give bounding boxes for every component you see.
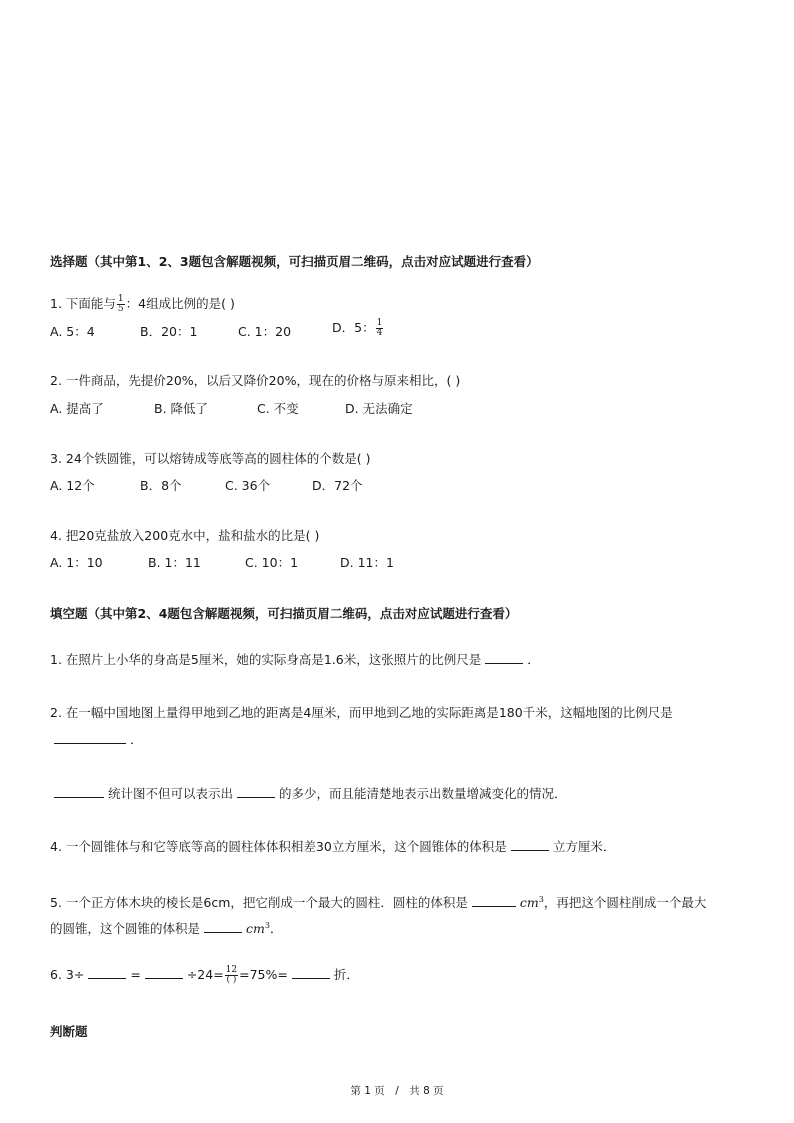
fill-2-blank[interactable] bbox=[54, 731, 126, 744]
fraction-one-fifth: $\frac{1}{5}$ bbox=[117, 294, 124, 314]
section-title-choice: 选择题（其中第1、2、3题包含解题视频，可扫描页眉二维码，点击对应试题进行查看） bbox=[50, 254, 539, 269]
q1-option-d: D．5： $\frac{1}{4}$ bbox=[332, 318, 383, 338]
question-1-prefix: 1. 下面能与 bbox=[50, 296, 116, 311]
q3-option-d: D．72个 bbox=[312, 478, 363, 493]
fill-5-blank-1[interactable] bbox=[472, 894, 516, 907]
q3-option-b: B．8个 bbox=[140, 478, 182, 493]
fill-question-4: 4. 一个圆锥体与和它等底等高的圆柱体体积相差30立方厘米，这个圆锥体的体积是 立方厘米． bbox=[50, 839, 616, 854]
page-footer: 第 1 页 / 共 8 页 bbox=[350, 1085, 444, 1097]
fill-1-blank[interactable] bbox=[485, 651, 523, 664]
question-4: 4. 把20克盐放入200克水中，盐和盐水的比是( ) bbox=[50, 528, 320, 543]
fill-3-blank-1[interactable] bbox=[54, 785, 104, 798]
q2-option-d: D. 无法确定 bbox=[345, 401, 413, 416]
q4-option-a: A. 1：10 bbox=[50, 555, 103, 570]
fill-question-6: 6. 3÷ = ÷24= $\frac{12}{( )}$ =75%= 折． bbox=[50, 965, 359, 985]
q3-option-a: A. 12个 bbox=[50, 478, 95, 493]
fraction-twelve-over-blank: $\frac{12}{( )}$ bbox=[225, 965, 238, 985]
q1-option-b: B．20：1 bbox=[140, 324, 198, 339]
question-1-suffix: ：4组成比例的是( ) bbox=[125, 296, 235, 311]
q1-option-a: A. 5：4 bbox=[50, 324, 95, 339]
q4-option-d: D. 11：1 bbox=[340, 555, 394, 570]
fill-6-blank-1[interactable] bbox=[88, 966, 126, 979]
fill-question-1: 1. 在照片上小华的身高是5厘米，她的实际身高是1.6米，这张照片的比例尺是 ． bbox=[50, 652, 540, 667]
fill-4-blank[interactable] bbox=[511, 838, 549, 851]
fill-3-blank-2[interactable] bbox=[237, 785, 275, 798]
q3-option-c: C. 36个 bbox=[225, 478, 271, 493]
q1-option-c: C. 1：20 bbox=[238, 324, 292, 339]
section-title-fill: 填空题（其中第2、4题包含解题视频，可扫描页眉二维码，点击对应试题进行查看） bbox=[50, 606, 518, 621]
section-title-judge: 判断题 bbox=[50, 1024, 88, 1039]
question-2: 2. 一件商品，先提价20%，以后又降价20%，现在的价格与原来相比，( ) bbox=[50, 373, 461, 388]
fill-6-blank-2[interactable] bbox=[145, 966, 183, 979]
fill-question-5: 5. 一个正方体木块的棱长是6cm，把它削成一个最大的圆柱．圆柱的体积是 $cm^3$，再把这个圆柱削成一个最大 bbox=[50, 895, 707, 911]
question-1 bbox=[50, 295, 235, 314]
fill-question-2-line2: ． bbox=[50, 731, 143, 749]
q4-option-c: C. 10：1 bbox=[245, 555, 299, 570]
question-3: 3. 24个铁圆锥，可以熔铸成等底等高的圆柱体的个数是( ) bbox=[50, 451, 371, 466]
q4-option-b: B. 1：11 bbox=[148, 555, 201, 570]
q2-option-c: C. 不变 bbox=[257, 401, 299, 416]
fill-5-blank-2[interactable] bbox=[204, 920, 242, 933]
q2-option-b: B. 降低了 bbox=[154, 401, 209, 416]
fill-question-2: 2. 在一幅中国地图上量得甲地到乙地的距离是4厘米，而甲地到乙地的实际距离是180千米，这幅地图的比例尺是 bbox=[50, 705, 673, 720]
fill-question-5-line2: 的圆锥，这个圆锥的体积是 $cm^3$． bbox=[50, 921, 283, 937]
q2-option-a: A. 提高了 bbox=[50, 401, 104, 416]
fill-6-blank-3[interactable] bbox=[292, 966, 330, 979]
fill-question-3: 统计图不但可以表示出 的多少，而且能清楚地表示出数量增减变化的情况． bbox=[50, 785, 567, 803]
fraction-one-quarter: $\frac{1}{4}$ bbox=[376, 318, 383, 338]
